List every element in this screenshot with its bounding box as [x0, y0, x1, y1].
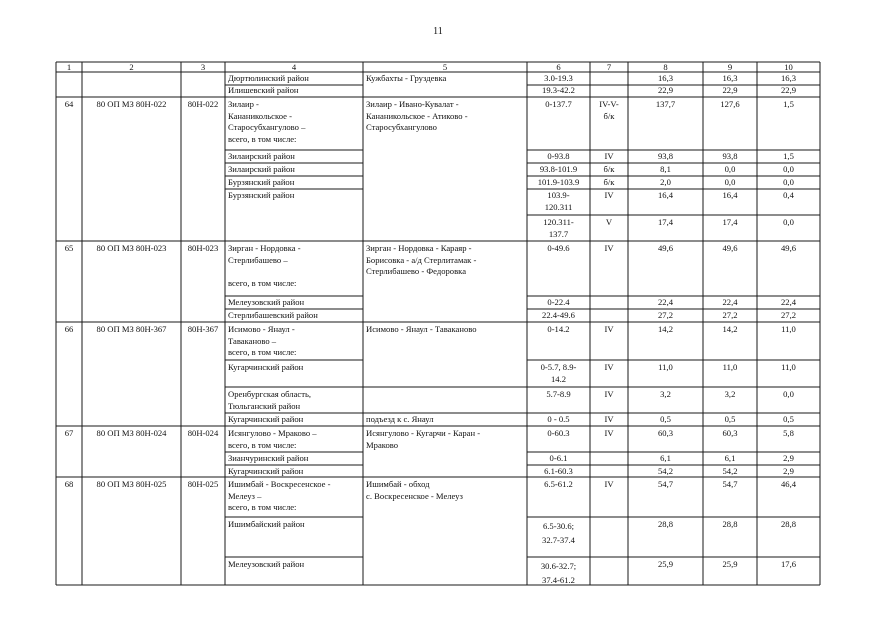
value-col-8: 16,3 [657, 73, 674, 83]
km-range: 93.8-101.9 [539, 164, 578, 174]
value-col-10: 0,0 [783, 389, 794, 399]
value-col-8: 11,0 [658, 362, 673, 372]
header-col-5: 5 [442, 62, 448, 72]
km-range: 0-6.1 [549, 453, 568, 463]
route-description: Исимово - Янаул - Таваканово [366, 324, 477, 334]
km-range: 0 - 0.5 [547, 414, 570, 424]
road-category: IV [604, 389, 614, 399]
km-range: 0-14.2 [547, 324, 570, 334]
route-description: Ишимбай - обход с. Воскресенское - Мелеуз [366, 479, 463, 501]
road-category: IV [604, 414, 614, 424]
value-col-9: 54,2 [722, 466, 738, 476]
district-name: Оренбургская область, Тюльганский район [228, 389, 312, 411]
value-col-8: 6,1 [660, 453, 671, 463]
road-name: Исянгулово - Мраково – всего, в том числе: [228, 428, 317, 450]
value-col-9: 0,5 [724, 414, 736, 424]
value-col-9: 25,9 [722, 559, 738, 569]
km-range: 19.3-42.2 [542, 85, 575, 95]
header-col-2: 2 [129, 62, 134, 72]
value-col-9: 127,6 [720, 99, 740, 109]
value-col-10: 5,8 [783, 428, 794, 438]
value-col-8: 2,0 [660, 177, 671, 187]
value-col-9: 28,8 [722, 519, 738, 529]
value-col-9: 54,7 [722, 479, 738, 489]
row-number: 65 [64, 243, 74, 253]
km-range: 30.6-32.7; 37.4-61.2 [540, 561, 577, 585]
row-number: 64 [64, 99, 74, 109]
km-range: 3.0-19.3 [544, 73, 573, 83]
district-name: Кугарчинский район [228, 362, 304, 372]
route-description: подъезд к с. Янаул [366, 414, 434, 424]
road-category: V [605, 217, 613, 227]
value-col-10: 46,4 [780, 479, 797, 489]
value-col-8: 3,2 [660, 389, 671, 399]
value-col-8: 22,9 [657, 85, 674, 95]
district-name: Бурзянский район [228, 190, 295, 200]
page-number: 11 [433, 26, 443, 37]
km-range: 22.4-49.6 [542, 310, 575, 320]
road-code: 80 ОП МЗ 80Н-025 [96, 479, 167, 489]
road-category: IV [604, 479, 614, 489]
km-range: 103.9- 120.311 [544, 190, 573, 212]
route-description: Зилаир - Ивано-Кувалат - Кананикольское - Атиково - Старосубхангулово [366, 99, 468, 132]
route-description: Кужбахты - Груздевка [366, 73, 447, 83]
value-col-9: 27,2 [722, 310, 738, 320]
km-range: 5.7-8.9 [546, 389, 571, 399]
district-name: Илишевский район [228, 85, 299, 95]
value-col-9: 60,3 [722, 428, 738, 438]
road-category: б/к [603, 164, 615, 174]
header-col-9: 9 [727, 62, 733, 72]
road-name: Ишимбай - Воскресенское - Мелеуз – всего, в том числе: [228, 479, 331, 512]
value-col-8: 54,7 [657, 479, 674, 489]
km-range: 0-137.7 [545, 99, 572, 109]
value-col-10: 49,6 [780, 243, 797, 253]
value-col-9: 17,4 [722, 217, 738, 227]
road-short-code: 80Н-023 [187, 243, 219, 253]
value-col-8: 27,2 [657, 310, 674, 320]
value-col-8: 60,3 [657, 428, 674, 438]
value-col-8: 28,8 [657, 519, 674, 529]
value-col-9: 6,1 [724, 453, 736, 463]
value-col-10: 22,9 [780, 85, 797, 95]
km-range: 6.1-60.3 [544, 466, 573, 476]
value-col-8: 54,2 [657, 466, 674, 476]
value-col-10: 16,3 [780, 73, 797, 83]
district-name: Кугарчинский район [228, 466, 304, 476]
district-name: Ишимбайский район [228, 519, 305, 529]
value-col-8: 137,7 [655, 99, 676, 109]
district-name: Дюртюлинский район [228, 73, 309, 83]
value-col-10: 11,0 [781, 324, 796, 334]
route-description: Исянгулово - Кугарчи - Каран - Мраково [366, 428, 481, 450]
row-number: 66 [64, 324, 74, 334]
value-col-8: 49,6 [657, 243, 674, 253]
value-col-8: 22,4 [657, 297, 674, 307]
km-range: 0-5.7, 8.9- 14.2 [540, 362, 577, 384]
road-category: IV-V- б/к [599, 99, 619, 121]
km-range: 0-49.6 [547, 243, 570, 253]
road-short-code: 80Н-025 [187, 479, 219, 489]
road-category: IV [604, 324, 614, 334]
road-code: 80 ОП МЗ 80Н-367 [96, 324, 167, 334]
road-category: IV [604, 362, 614, 372]
header-col-4: 4 [291, 62, 297, 72]
district-name: Бурзянский район [228, 177, 295, 187]
road-name: Исимово - Янаул - Таваканово – всего, в том числе: [228, 324, 297, 357]
km-range: 120.311- 137.7 [543, 217, 574, 239]
road-code: 80 ОП МЗ 80Н-023 [96, 243, 167, 253]
value-col-9: 14,2 [722, 324, 738, 334]
km-range: 0-60.3 [547, 428, 570, 438]
value-col-10: 0,4 [783, 190, 794, 200]
route-description: Зирган - Нордовка - Караяр - Борисовка - а/д Стерлитамак - Стерлибашево - Федоровка [366, 243, 477, 276]
value-col-8: 0,5 [660, 414, 671, 424]
road-short-code: 80Н-024 [187, 428, 219, 438]
value-col-10: 2,9 [783, 466, 794, 476]
km-range: 0-22.4 [547, 297, 570, 307]
value-col-10: 0,0 [783, 164, 794, 174]
km-range: 6.5-30.6; 32.7-37.4 [542, 521, 575, 545]
value-col-10: 0,5 [783, 414, 794, 424]
km-range: 6.5-61.2 [544, 479, 573, 489]
road-category: б/к [603, 177, 615, 187]
header-col-10: 10 [784, 62, 793, 72]
value-col-9: 49,6 [722, 243, 738, 253]
value-col-9: 16,3 [722, 73, 738, 83]
value-col-9: 93,8 [722, 151, 738, 161]
value-col-8: 17,4 [657, 217, 674, 227]
km-range: 0-93.8 [547, 151, 570, 161]
road-category: IV [604, 190, 614, 200]
value-col-9: 0,0 [724, 164, 736, 174]
road-category: IV [604, 243, 614, 253]
value-col-8: 8,1 [660, 164, 671, 174]
road-category: IV [604, 428, 614, 438]
value-col-10: 1,5 [783, 151, 794, 161]
value-col-8: 14,2 [657, 324, 674, 334]
district-name: Стерлибашевский район [228, 310, 318, 320]
district-name: Кугарчинский район [228, 414, 304, 424]
road-category: IV [604, 151, 614, 161]
value-col-8: 16,4 [657, 190, 674, 200]
row-number: 67 [64, 428, 74, 438]
value-col-8: 93,8 [657, 151, 674, 161]
district-name: Зилаирский район [228, 164, 295, 174]
road-name: Зилаир - Кананикольское - Старосубхангулово – всего, в том числе: [228, 99, 306, 144]
district-name: Мелеузовский район [228, 297, 305, 307]
value-col-10: 0,0 [783, 177, 794, 187]
km-range: 101.9-103.9 [537, 177, 580, 187]
district-name: Зианчуринский район [228, 453, 309, 463]
value-col-10: 11,0 [781, 362, 796, 372]
value-col-9: 3,2 [724, 389, 736, 399]
header-col-8: 8 [663, 62, 668, 72]
road-code: 80 ОП МЗ 80Н-022 [96, 99, 167, 109]
row-number: 68 [64, 479, 74, 489]
header-col-1: 1 [66, 62, 72, 72]
value-col-10: 28,8 [780, 519, 797, 529]
value-col-10: 17,6 [780, 559, 797, 569]
value-col-10: 1,5 [783, 99, 794, 109]
header-col-7: 7 [606, 62, 612, 72]
value-col-10: 27,2 [780, 310, 797, 320]
value-col-9: 16,4 [722, 190, 738, 200]
value-col-10: 0,0 [783, 217, 794, 227]
road-short-code: 80Н-367 [187, 324, 219, 334]
value-col-9: 22,9 [722, 85, 738, 95]
header-col-6: 6 [556, 62, 561, 72]
district-name: Зилаирский район [228, 151, 295, 161]
road-code: 80 ОП МЗ 80Н-024 [96, 428, 167, 438]
value-col-9: 0,0 [724, 177, 736, 187]
value-col-10: 2,9 [783, 453, 794, 463]
value-col-8: 25,9 [657, 559, 674, 569]
district-name: Мелеузовский район [228, 559, 305, 569]
road-name: Зирган - Нордовка - Стерлибашево – всего, в том числе: [228, 243, 301, 288]
value-col-9: 11,0 [722, 362, 738, 372]
header-col-3: 3 [200, 62, 206, 72]
value-col-10: 22,4 [780, 297, 797, 307]
value-col-9: 22,4 [722, 297, 738, 307]
road-short-code: 80Н-022 [187, 99, 219, 109]
